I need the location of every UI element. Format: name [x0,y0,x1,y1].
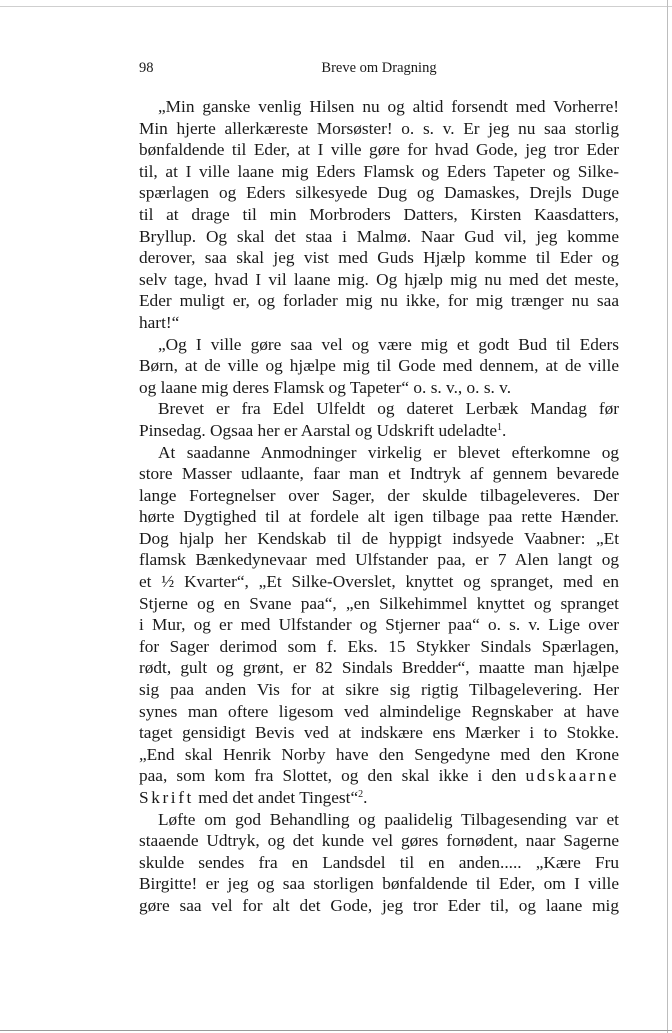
text-line: derover, saa skal jeg vist med Guds Hjælp komme til Eder og [139,248,619,268]
text-line: rødt, gult og grønt, er 82 Sindals Bredder“, maatte man hjælpe [139,658,619,678]
text-line-content: med det andet Tingest“ [198,788,359,807]
text-line: hart!“ [139,312,180,332]
text-line-content: Pinsedag. Ogsaa her er Aarstal og Udskrift udeladte [139,420,498,440]
text-line: til at drage til min Morbroders Datters, Kirsten Kaasdatters, [139,204,619,224]
text-line: bønfaldende til Eder, at I ville gøre for hvad Gode, jeg tror Eder [139,140,619,160]
text-line: sig paa anden Vis for at sikre sig rigtig Tilbagelevering. Her [139,680,619,700]
text-line: Skrift med det andet Tingest“$^2$. [139,788,368,807]
page-right-edge [667,0,672,1033]
text-line-content: paa, som kom fra Slottet, og den skal ikke i den [139,766,517,786]
text-line: „Og I ville gøre saa vel og være mig et godt Bud til Eders [158,334,619,354]
text-line: taget gensidigt Bevis ved at indskære ens Mærker i to Stokke. [139,723,619,743]
text-line: skulde sendes fra en Landsdel til en anden..... „Kære Fru [139,852,619,872]
text-line: for Sager derimod som f. Eks. 15 Stykker Sindals Spærlagen, [139,636,619,656]
text-line: Stjerne og en Svane paa“, „en Silkehimmel knyttet og spranget [139,593,619,613]
text-line: i Mur, og er med Ulfstander og Stjerner paa“ o. s. v. Lige over [139,615,619,635]
text-line: Løfte om god Behandling og paalidelig Tilbagesending var et [158,809,619,829]
spaced-word: Skrift [139,788,194,807]
page-number: 98 [139,60,154,76]
text-line: „End skal Henrik Norby have den Sengedyne med den Krone [139,744,619,764]
running-title: Breve om Dragning [321,60,437,76]
footnote-mark: 1 [497,421,503,433]
text-line: Pinsedag. Ogsaa her er Aarstal og Udskrift udeladte$^1$. [139,420,507,440]
spaced-word: udskaarne [525,766,619,786]
text-line: Børn, at de ville og hjælpe mig til Gode med dennem, at de ville [139,356,619,376]
text-line: Min hjerte allerkæreste Morsøster! o. s. v. Er jeg nu saa storlig [139,118,619,138]
text-line: staaende Udtryk, og det kunde vel gøres fornødent, naar Sagerne [139,831,619,851]
page-bottom-edge [0,1030,672,1031]
text-line: „Min ganske venlig Hilsen nu og altid forsendt med Vorherre! [158,97,619,116]
text-line: lange Fortegnelser over Sager, der skulde tilbageleveres. Der [139,485,619,505]
text-line: og laane mig deres Flamsk og Tapeter“ o. s. v., o. s. v. [139,377,512,397]
text-line: et ½ Kvarter“, „Et Silke-Overslet, knyttet og spranget, med en [139,572,619,592]
running-header [139,60,619,82]
text-line: til, at I ville laane mig Eders Flamsk og Eders Tapeter og Silke- [139,161,619,181]
text-line: Dog hjalp her Kendskab til de hyppigt indsyede Vaabner: „Et [139,528,619,548]
text-line: gøre saa vel for alt det Gode, jeg tror Eder til, og laane mig [139,895,619,915]
text-line: At saadanne Anmodninger virkelig er blevet efterkomne og [158,442,619,462]
text-line: selv tage, hvad I vil laane mig. Og hjælp mig nu med det meste, [139,269,619,289]
text-line [139,765,619,787]
text-line: hørte Dygtighed til at fordele alt igen tilbage paa rette Hænder. [139,507,619,527]
footnote-mark: 2 [358,789,364,800]
text-line: Eder muligt er, og forlader mig nu ikke, for mig trænger nu saa [139,291,619,311]
text-line: spærlagen og Eders silkesyede Dug og Damaskes, Drejls Duge [139,183,619,203]
text-line: Brevet er fra Edel Ulfeldt og dateret Lerbæk Mandag før [158,399,619,419]
page-top-edge [0,0,672,7]
text-line: synes man oftere ligesom ved almindelige Regnskaber at have [139,701,619,721]
text-line: store Masser udlaante, faar man et Indtryk af gennem bevarede [139,464,619,484]
text-line: Bryllup. Og skal det staa i Malmø. Naar Gud vil, jeg komme [139,226,619,246]
text-line: flamsk Bænkedynevaar med Ulfstander paa, er 7 Alen langt og [139,550,619,570]
body-text [139,96,619,917]
text-line: Birgitte! er jeg og saa storligen bønfaldende til Eder, om I ville [139,874,619,894]
